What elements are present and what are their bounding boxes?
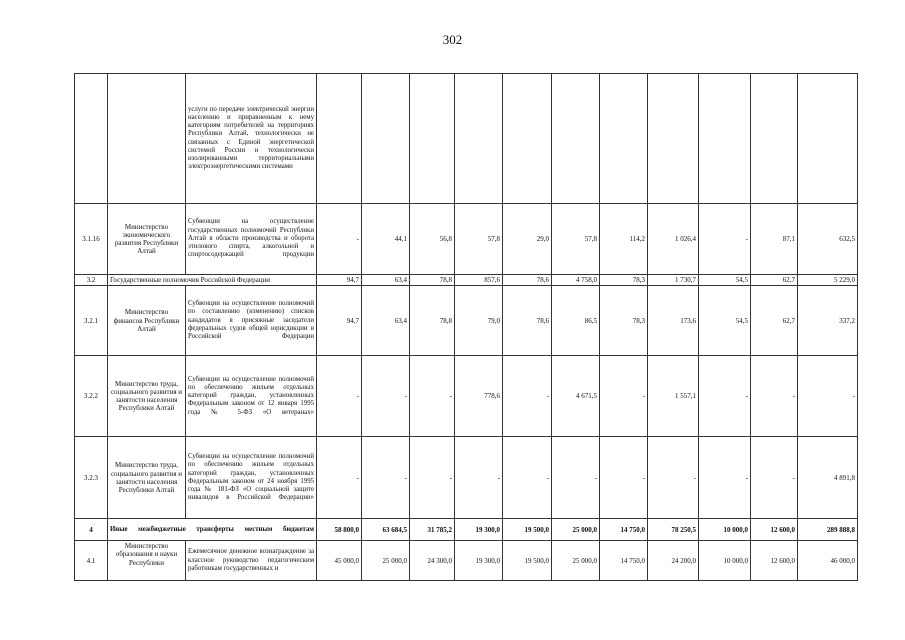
value-cell: - xyxy=(600,437,648,519)
value-cell: 54,5 xyxy=(699,275,751,286)
value-cell: 78,8 xyxy=(410,286,455,356)
value-cell xyxy=(455,74,503,204)
value-cell: 58 800,0 xyxy=(317,519,362,541)
budget-table xyxy=(74,73,858,581)
table-row xyxy=(75,275,858,286)
value-cell xyxy=(503,74,552,204)
value-cell: 12 600,0 xyxy=(751,541,798,581)
value-cell: 78,8 xyxy=(410,275,455,286)
value-cell: 86,5 xyxy=(552,286,600,356)
table-row xyxy=(75,356,858,437)
value-cell: 56,8 xyxy=(410,204,455,275)
value-cell: - xyxy=(751,437,798,519)
value-cell: 94,7 xyxy=(317,275,362,286)
value-cell: - xyxy=(552,437,600,519)
value-cell: 857,6 xyxy=(455,275,503,286)
table-row xyxy=(75,74,858,204)
row-description: Ежемесячное денежное вознаграждение за классное руководство педагогическим работникам государственных и xyxy=(186,541,317,581)
row-label: Государственные полномочия Российской Федерации xyxy=(108,275,317,286)
value-cell: - xyxy=(362,356,410,437)
value-cell: 4 891,8 xyxy=(798,437,858,519)
value-cell: - xyxy=(699,437,751,519)
value-cell: 54,5 xyxy=(699,286,751,356)
value-cell: 4 671,5 xyxy=(552,356,600,437)
value-cell xyxy=(410,74,455,204)
page-number: 302 xyxy=(442,32,463,47)
value-cell: 10 000,0 xyxy=(699,541,751,581)
value-cell: 14 750,0 xyxy=(600,519,648,541)
value-cell: 4 758,0 xyxy=(552,275,600,286)
row-code: 3.1.16 xyxy=(75,204,108,275)
value-cell: 1 730,7 xyxy=(648,275,699,286)
value-cell: 337,2 xyxy=(798,286,858,356)
value-cell: 78,6 xyxy=(503,275,552,286)
row-code: 4.1 xyxy=(75,541,108,581)
value-cell xyxy=(362,74,410,204)
value-cell: 29,0 xyxy=(503,204,552,275)
row-code xyxy=(75,74,108,204)
row-code: 3.2 xyxy=(75,275,108,286)
value-cell: 24 300,0 xyxy=(410,541,455,581)
row-description: услуги по передаче электрической энергии населению и приравненным к нему категориям потребителей на территориях Республики Алтай, технологически не связанных с Единой энергетической системой России и технологически изолированными территориальными электроэнергетическими системами xyxy=(186,74,317,204)
value-cell: 78,6 xyxy=(503,286,552,356)
value-cell: 289 888,8 xyxy=(798,519,858,541)
value-cell: 24 200,0 xyxy=(648,541,699,581)
value-cell: 173,6 xyxy=(648,286,699,356)
value-cell xyxy=(699,74,751,204)
value-cell: 94,7 xyxy=(317,286,362,356)
value-cell: 10 000,0 xyxy=(699,519,751,541)
value-cell: 14 750,0 xyxy=(600,541,648,581)
value-cell: 78,3 xyxy=(600,275,648,286)
value-cell: 46 000,0 xyxy=(798,541,858,581)
value-cell: - xyxy=(362,437,410,519)
value-cell: 19 300,0 xyxy=(455,541,503,581)
row-organization: Министерство экономического развития Республики Алтай xyxy=(108,204,186,275)
value-cell: 44,1 xyxy=(362,204,410,275)
table-row xyxy=(75,437,858,519)
value-cell: 31 785,2 xyxy=(410,519,455,541)
value-cell: 25 000,0 xyxy=(362,541,410,581)
value-cell: 63,4 xyxy=(362,275,410,286)
value-cell: 19 500,0 xyxy=(503,519,552,541)
row-code: 4 xyxy=(75,519,108,541)
value-cell: - xyxy=(648,437,699,519)
value-cell: - xyxy=(503,356,552,437)
value-cell: 25 000,0 xyxy=(552,541,600,581)
table-row xyxy=(75,204,858,275)
row-organization xyxy=(108,74,186,204)
table-row xyxy=(75,519,858,541)
table-row xyxy=(75,286,858,356)
value-cell: - xyxy=(317,356,362,437)
row-label: Иные межбюджетные трансферты местным бюджетам xyxy=(108,519,317,541)
row-description: Субвенции на осуществление государственных полномочий Республики Алтай в области производства и оборота этилового спирта, алкогольной и спиртосодержащей продукции xyxy=(186,204,317,275)
value-cell: - xyxy=(503,437,552,519)
value-cell: 45 000,0 xyxy=(317,541,362,581)
value-cell: 25 000,0 xyxy=(552,519,600,541)
value-cell: 12 600,0 xyxy=(751,519,798,541)
value-cell: 114,2 xyxy=(600,204,648,275)
row-organization: Министерство труда, социального развития и занятости населения Республики Алтай xyxy=(108,437,186,519)
value-cell: - xyxy=(410,437,455,519)
value-cell xyxy=(751,74,798,204)
row-code: 3.2.3 xyxy=(75,437,108,519)
row-description: Субвенции на осуществление полномочий по обеспечению жильем отдельных категорий граждан, установленных Федеральным законом от 12 января 1995 года № 5-ФЗ «О ветеранах» xyxy=(186,356,317,437)
value-cell: 78 250,5 xyxy=(648,519,699,541)
value-cell: - xyxy=(699,356,751,437)
value-cell: - xyxy=(798,356,858,437)
row-code: 3.2.1 xyxy=(75,286,108,356)
value-cell: 79,0 xyxy=(455,286,503,356)
value-cell: 778,6 xyxy=(455,356,503,437)
value-cell: 87,1 xyxy=(751,204,798,275)
value-cell: - xyxy=(699,204,751,275)
value-cell xyxy=(317,74,362,204)
value-cell: 78,3 xyxy=(600,286,648,356)
value-cell xyxy=(600,74,648,204)
value-cell: 63,4 xyxy=(362,286,410,356)
value-cell: 62,7 xyxy=(751,275,798,286)
value-cell: 63 684,5 xyxy=(362,519,410,541)
value-cell: - xyxy=(600,356,648,437)
table-row xyxy=(75,541,858,581)
value-cell: 19 300,0 xyxy=(455,519,503,541)
row-description: Субвенции на осуществление полномочий по составлению (изменению) списков кандидатов в присяжные заседатели федеральных судов общей юрисдикции в Российской Федерации xyxy=(186,286,317,356)
value-cell: - xyxy=(751,356,798,437)
value-cell: - xyxy=(455,437,503,519)
row-organization: Министерство труда, социального развития и занятости населения Республики Алтай xyxy=(108,356,186,437)
value-cell xyxy=(552,74,600,204)
value-cell: 62,7 xyxy=(751,286,798,356)
value-cell: - xyxy=(317,437,362,519)
value-cell: 57,8 xyxy=(455,204,503,275)
value-cell: 5 229,0 xyxy=(798,275,858,286)
value-cell: 1 026,4 xyxy=(648,204,699,275)
row-code: 3.2.2 xyxy=(75,356,108,437)
value-cell xyxy=(798,74,858,204)
value-cell: 1 557,1 xyxy=(648,356,699,437)
row-description: Субвенции на осуществление полномочий по обеспечению жильем отдельных категорий граждан, установленных Федеральным законом от 24 ноября 1995 года № 181-ФЗ «О социальной защите инвалидов в Российской Федерации» xyxy=(186,437,317,519)
row-organization: Министерство образования и науки Республики xyxy=(108,541,186,581)
value-cell: 57,8 xyxy=(552,204,600,275)
value-cell: - xyxy=(410,356,455,437)
value-cell xyxy=(648,74,699,204)
value-cell: - xyxy=(317,204,362,275)
row-organization: Министерство финансов Республики Алтай xyxy=(108,286,186,356)
value-cell: 19 500,0 xyxy=(503,541,552,581)
value-cell: 632,5 xyxy=(798,204,858,275)
